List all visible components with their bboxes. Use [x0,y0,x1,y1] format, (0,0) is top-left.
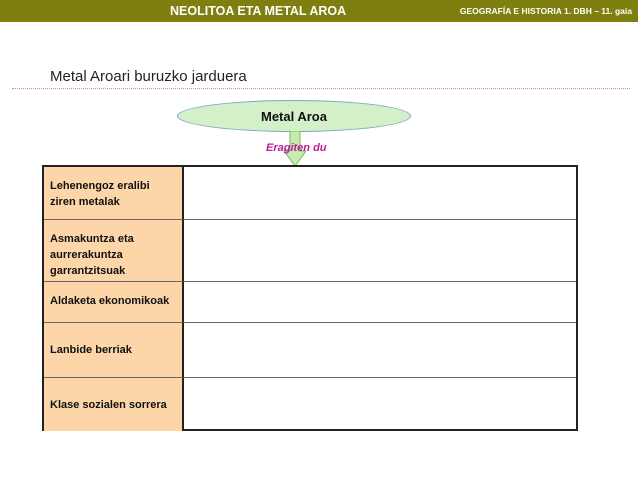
row-label-new-trades: Lanbide berriak [44,323,184,378]
metal-age-ellipse [177,100,411,132]
row-label-metals: Lehenengoz eralibi ziren metalak [44,167,184,220]
activity-table [42,165,578,431]
activity-title: Metal Aroari buruzko jarduera [50,68,247,85]
header-subject: GEOGRAFÍA E HISTORIA 1. DBH – 11. gaia [459,6,632,16]
row-answer-new-trades[interactable] [184,323,576,378]
title-divider [12,88,630,89]
row-answer-social-classes[interactable] [184,378,576,431]
header-bar [0,0,638,22]
row-label-economic-changes: Aldaketa ekonomikoak [44,282,184,323]
row-answer-inventions[interactable] [184,220,576,282]
row-answer-economic-changes[interactable] [184,282,576,323]
row-label-inventions: Asmakuntza eta aurrerakuntza garrantzitsuak [44,220,184,282]
row-label-social-classes: Klase sozialen sorrera [44,378,184,431]
arrow-label: Eragiten du [266,142,327,154]
header-title: NEOLITOA ETA METAL AROA [170,4,347,18]
ellipse-label: Metal Aroa [261,109,327,124]
row-answer-metals[interactable] [184,167,576,220]
